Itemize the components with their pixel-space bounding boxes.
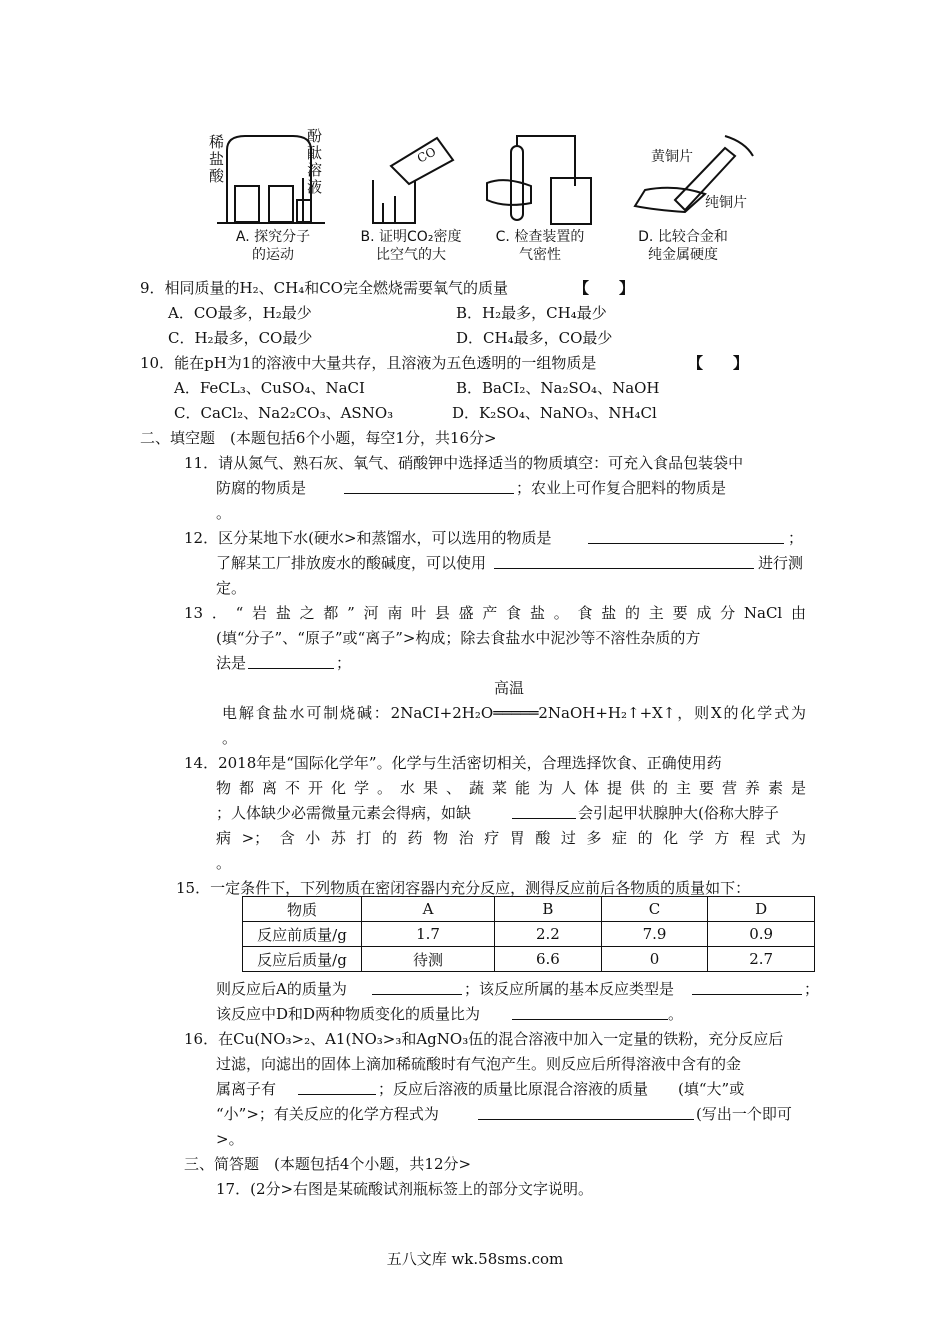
mass-table (242, 896, 815, 972)
table-row (243, 897, 815, 922)
table-cell: D (708, 897, 815, 922)
q12-text-a: 12．区分某地下水(硬水>和蒸馏水，可以选用的物质是 (184, 529, 552, 547)
experiment-figure (205, 128, 765, 268)
table-cell: C (601, 897, 708, 922)
label-co2: CO (414, 144, 439, 166)
q9-answer-bracket: 【 】 (574, 279, 635, 297)
q9-option-a: A．CO最多，H₂最少 (168, 304, 312, 322)
q15-line1: 15．一定条件下，下列物质在密闭容器内充分反应，测得反应前后各物质的质量如下： (176, 879, 751, 897)
table-row (243, 947, 815, 972)
table-cell: 物质 (243, 897, 362, 922)
q14-line1: 14．2018年是“国际化学年”。化学与生活密切相关，合理选择饮食、正确使用药 (184, 754, 722, 772)
q16-text-d: (写出一个即可 (696, 1105, 792, 1123)
q13-condition: 高温 (494, 679, 525, 697)
label-dilute-hcl: 稀 盐 酸 (209, 133, 225, 185)
page-footer: 五八文库 wk.58sms.com (386, 1250, 564, 1268)
q14-line5: 。 (216, 854, 232, 872)
caption-b: B. 证明CO₂密度 比空气的大 (360, 229, 462, 263)
q10-option-c: C．CaCl₂、Na2₂CO₃、ASNO₃ (174, 404, 394, 422)
caption-a: A. 探究分子 的运动 (235, 229, 311, 263)
table-cell: 待测 (362, 947, 495, 972)
table-cell: 反应前质量/g (243, 922, 362, 947)
q13-blank-1[interactable] (248, 654, 334, 669)
label-phenolphthalein: 酚 酞 溶 液 (307, 127, 323, 196)
q11-text-b: ；农业上可作复合肥料的物质是 (516, 479, 727, 497)
table-cell: 2.7 (708, 947, 815, 972)
table-cell: 7.9 (601, 922, 708, 947)
q10-option-b: B．BaCI₂、Na₂SO₄、NaOH (456, 379, 660, 397)
q12-text-d: 进行测 (758, 554, 804, 572)
q9-option-d: D．CH₄最多，CO最少 (456, 329, 613, 347)
q17-text: 17．(2分>右图是某硫酸试剂瓶标签上的部分文字说明。 (216, 1180, 594, 1198)
q13-line5: 。 (222, 729, 238, 747)
section2-heading: 二、填空题 (本题包括6个小题，每空1分，共16分> (140, 429, 497, 447)
figure-b-apparatus (373, 138, 453, 223)
q16-line1: 16．在Cu(NO₃>₂、A1(NO₃>₃和AgNO₃伍的混合溶液中加入一定量的铁粉，充分反应后 (184, 1030, 784, 1048)
table-cell: 1.7 (362, 922, 495, 947)
q16-line2: 过滤，向滤出的固体上滴加稀硫酸时有气泡产生。则反应后所得溶液中含有的金 (216, 1055, 742, 1073)
q12-text-b: ； (788, 529, 804, 547)
q14-text-a: ；人体缺少必需微量元素会得病，如缺 (216, 804, 472, 822)
q16-text-b: ；反应后溶液的质量比原混合溶液的质量 (填“大”或 (378, 1080, 745, 1098)
q12-line3: 定。 (216, 579, 247, 597)
q9-option-b: B．H₂最多，CH₄最少 (456, 304, 607, 322)
q15-text-b: ；该反应所属的基本反应类型是 (464, 980, 675, 998)
q13-line2: (填“分子”、“原子”或“离子”>构成；除去食盐水中泥沙等不溶性杂质的方 (216, 629, 701, 647)
q16-line5: >。 (216, 1130, 244, 1148)
q10-stem: 10．能在pH为1的溶液中大量共存，且溶液为五色透明的一组物质是 (140, 354, 597, 372)
q14-line4: 病>；含小苏打的药物治疗胃酸过多症的化学方程式为 (216, 829, 806, 847)
q14-text-b: 会引起甲状腺肿大(俗称大脖子 (578, 804, 779, 822)
q14-line2: 物都离不开化学。水果、蔬菜能为人体提供的主要营养素是 (216, 779, 806, 797)
q12-text-c: 了解某工厂排放废水的酸碱度，可以使用 (216, 554, 487, 572)
q11-line3: 。 (216, 504, 232, 522)
q16-blank-2[interactable] (478, 1105, 694, 1120)
q15-blank-2[interactable] (692, 980, 802, 995)
q13-line1: 13．“岩盐之都”河南叶县盛产食盐。食盐的主要成分NaCl由 (184, 604, 806, 622)
q12-blank-2[interactable] (494, 554, 754, 569)
q10-option-d: D．K₂SO₄、NaNO₃、NH₄Cl (452, 404, 657, 422)
q11-text-a: 防腐的物质是 (216, 479, 307, 497)
table-cell: 0.9 (708, 922, 815, 947)
q15-blank-1[interactable] (372, 980, 462, 995)
q14-blank-1[interactable] (512, 804, 576, 819)
q10-option-a: A．FeCL₃、CuSO₄、NaCI (174, 379, 365, 397)
section3-heading: 三、简答题 (本题包括4个小题，共12分> (184, 1155, 472, 1173)
table-cell: 0 (601, 947, 708, 972)
q16-text-c: “小”>；有关反应的化学方程式为 (216, 1105, 439, 1123)
label-brass: 黄铜片 (651, 149, 693, 165)
table-row (243, 922, 815, 947)
q16-text-a: 属离子有 (216, 1080, 277, 1098)
table-cell: 反应后质量/g (243, 947, 362, 972)
caption-c: C. 检查装置的 气密性 (495, 229, 585, 263)
caption-d: D. 比较合金和 纯金属硬度 (638, 229, 728, 263)
q10-answer-bracket: 【 】 (688, 354, 749, 372)
table-cell: 6.6 (495, 947, 602, 972)
q13-line4: 电解食盐水可制烧碱：2NaCI+2H₂O═════2NaOH+H₂↑+X↑，则X的化学式为 (222, 704, 806, 722)
q11-blank-1[interactable] (344, 479, 514, 494)
q12-blank-1[interactable] (588, 529, 784, 544)
q11-line1: 11．请从氮气、熟石灰、氧气、硝酸钾中选择适当的物质填空：可充入食品包装袋中 (184, 454, 744, 472)
q15-text-e: 。 (668, 1005, 684, 1023)
q9-stem: 9．相同质量的H₂、CH₄和CO完全燃烧需要氧气的质量 (140, 279, 508, 297)
figure-c-apparatus (487, 136, 591, 224)
q13-text-a: 法是 (216, 654, 247, 672)
table-cell: B (495, 897, 602, 922)
q9-option-c: C．H₂最多，CO最少 (168, 329, 313, 347)
table-cell: 2.2 (495, 922, 602, 947)
q15-text-c: ； (804, 980, 820, 998)
q15-blank-3[interactable] (512, 1005, 668, 1020)
table-cell: A (362, 897, 495, 922)
q15-text-a: 则反应后A的质量为 (216, 980, 347, 998)
q16-blank-1[interactable] (298, 1080, 376, 1095)
q13-text-b: ； (336, 654, 352, 672)
label-pure-copper: 纯铜片 (705, 195, 747, 211)
q15-text-d: 该反应中D和D两种物质变化的质量比为 (216, 1005, 481, 1023)
